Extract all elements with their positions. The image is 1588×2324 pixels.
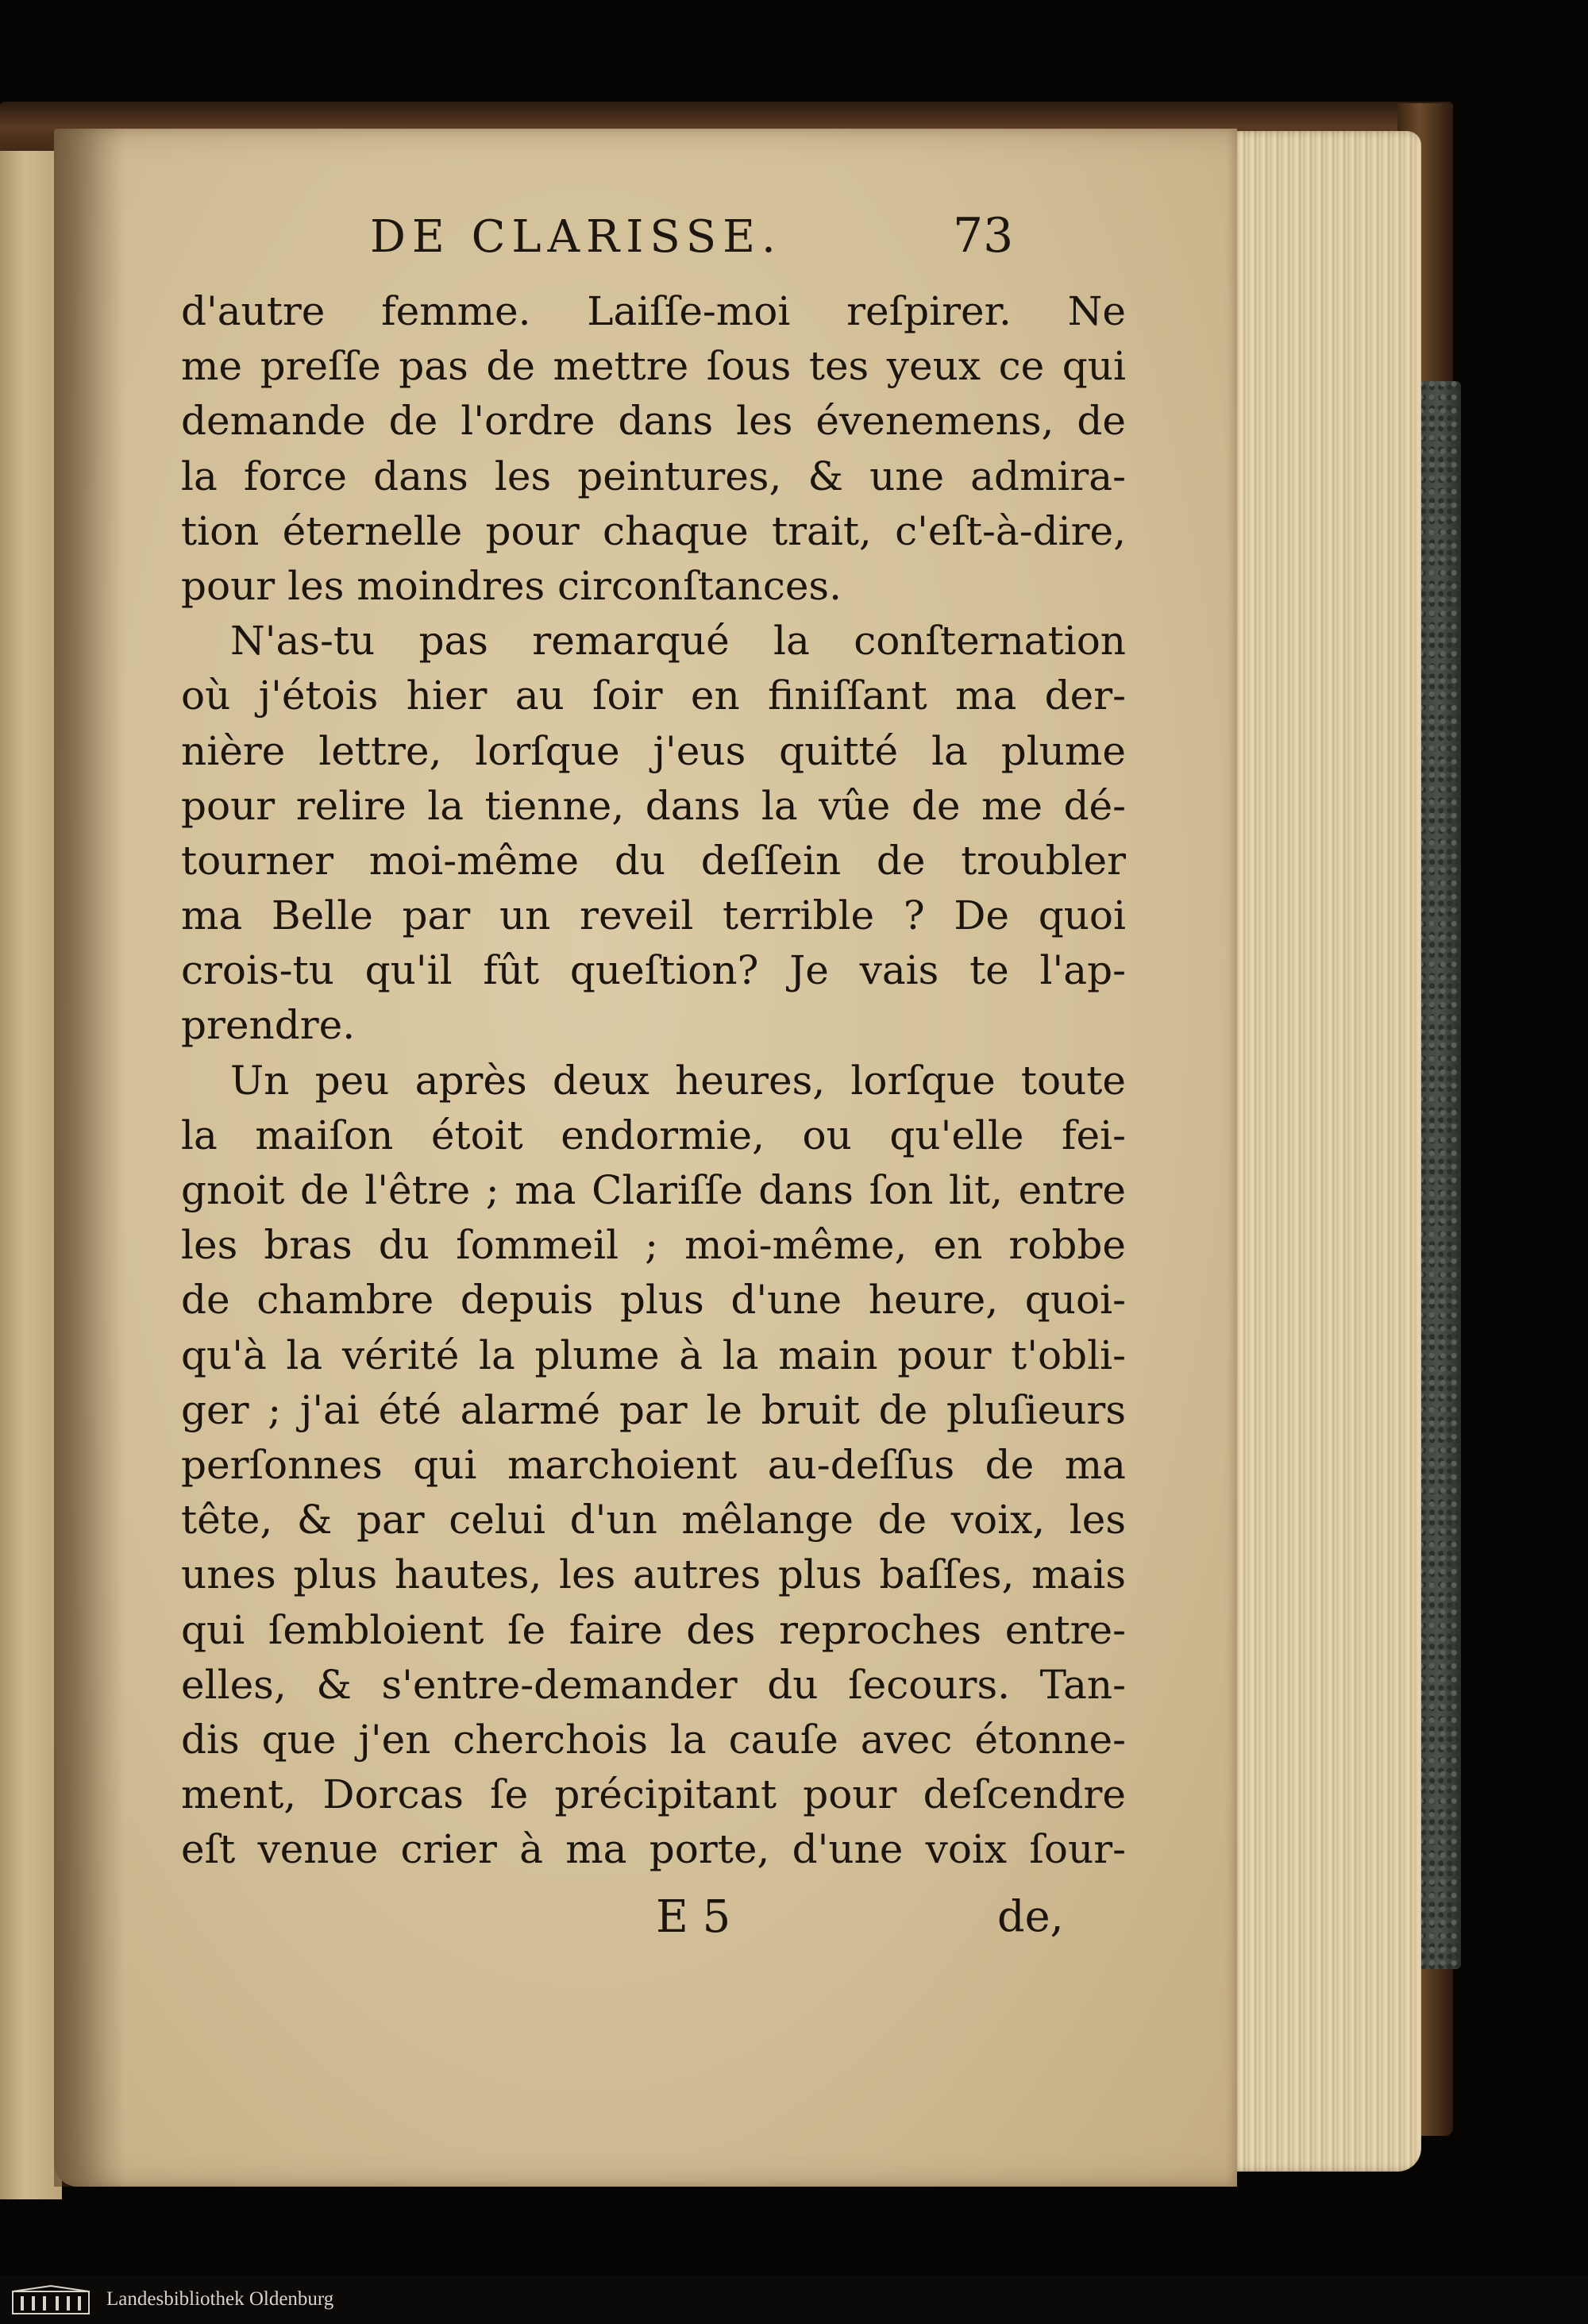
text-line: eſt venue crier à ma porte, d'une voix ſour- (181, 1826, 1126, 1873)
text-line: qu'à la vérité la plume à la main pour t'obli- (181, 1332, 1126, 1378)
catchword: de, (997, 1891, 1064, 1941)
text-line: gnoit de l'être ; ma Clariſſe dans ſon lit, entre (181, 1167, 1126, 1213)
text-line: la force dans les peintures, & une admira- (181, 453, 1126, 499)
text-line: prendre. (181, 1002, 356, 1049)
text-line: perſonnes qui marchoient au-deſſus de ma (181, 1441, 1126, 1488)
text-line: tête, & par celui d'un mêlange de voix, les (181, 1497, 1126, 1544)
text-line: tion éternelle pour chaque trait, c'eſt-à-dire, (181, 507, 1126, 554)
library-name: Landesbibliothek Oldenburg (106, 2288, 334, 2310)
text-line: Un peu après deux heures, lorſque toute (230, 1057, 1126, 1104)
library-footer (0, 2276, 1588, 2324)
text-line: qui ſembloient ſe faire des reproches entre- (181, 1606, 1126, 1653)
text-line: elles, & s'entre-demander du ſecours. Tan- (181, 1661, 1126, 1708)
text-line: d'autre femme. Laiſſe-moi reſpirer. Ne (181, 288, 1126, 334)
text-line: crois-tu qu'il fût queſtion? Je vais te l'ap- (181, 947, 1126, 994)
text-line: nière lettre, lorſque j'eus quitté la plume (181, 727, 1126, 774)
text-line: demande de l'ordre dans les évenemens, de (181, 398, 1126, 445)
book-page (54, 129, 1237, 2187)
text-line: de chambre depuis plus d'une heure, quoi- (181, 1277, 1126, 1324)
marbled-cover (1417, 381, 1461, 1969)
text-line: ger ; j'ai été alarmé par le bruit de pluſieurs (181, 1386, 1126, 1433)
text-line: ma Belle par un reveil terrible ? De quoi (181, 892, 1126, 939)
page-stack-edges (1227, 131, 1421, 2172)
text-line: tourner moi-même du deſſein de troubler (181, 837, 1126, 884)
text-line: ment, Dorcas ſe précipitant pour deſcendre (181, 1771, 1126, 1818)
text-line: me preſſe pas de mettre ſous tes yeux ce qui (181, 343, 1126, 390)
text-line: pour les moindres circonſtances. (181, 562, 842, 609)
text-line: dis que j'en cherchois la cauſe avec étonne- (181, 1716, 1126, 1763)
text-line: N'as-tu pas remarqué la conſternation (230, 618, 1126, 665)
running-head: DE CLARISSE. (370, 211, 782, 263)
gutter-shadow (54, 129, 125, 2187)
page-number: 73 (953, 208, 1014, 264)
text-line: la maiſon étoit endormie, ou qu'elle fei- (181, 1112, 1126, 1158)
signature-mark: E 5 (656, 1891, 731, 1943)
library-building-icon (11, 2285, 91, 2317)
text-line: les bras du ſommeil ; moi-même, en robbe (181, 1222, 1126, 1269)
text-line: unes plus hautes, les autres plus baſſes, mais (181, 1551, 1126, 1598)
left-page-edge (0, 151, 62, 2199)
text-line: pour relire la tienne, dans la vûe de me dé- (181, 782, 1126, 829)
page-text (181, 284, 1126, 1877)
text-line: où j'étois hier au ſoir en finiſſant ma der- (181, 673, 1126, 719)
